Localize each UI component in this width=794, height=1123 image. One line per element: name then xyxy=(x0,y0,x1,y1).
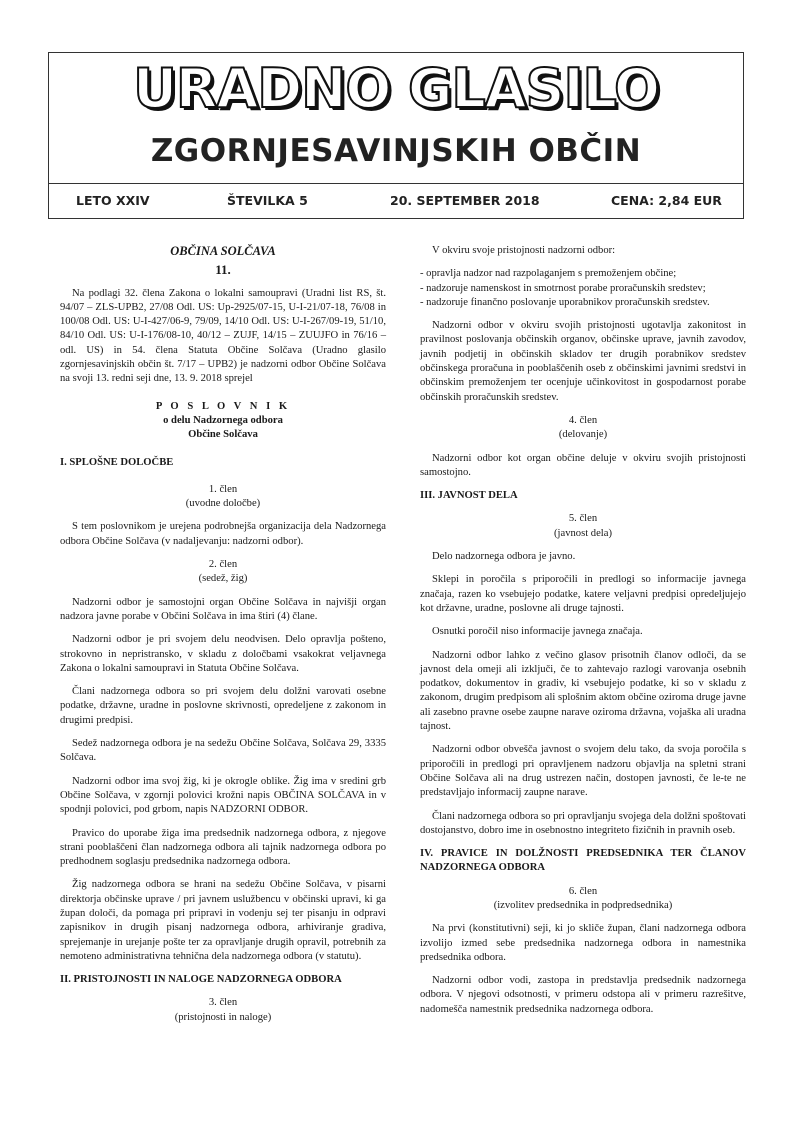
article-paragraph: V okviru svoje pristojnosti nadzorni odbor: xyxy=(432,245,616,256)
article-paragraph: Sklepi in poročila s priporočili in predlogi so informacije javnega značaja, razen ko vsebujejo podatke, katere veljavni predpisi opredeljujejo kot državne, uradne, poslovne ali druge tajnosti. xyxy=(420,574,746,614)
article-title: (sedež, žig) xyxy=(198,573,248,585)
article-paragraph: Nadzorni odbor je samostojni organ Občine Solčava in najvišji organ nadzora javne porabe v Občini Solčava in ima štiri (4) člane. xyxy=(60,596,386,622)
article-title: (javnost dela) xyxy=(554,527,612,539)
issue-price: CENA: 2,84 EUR xyxy=(611,193,722,208)
article-paragraph: Člani nadzornega odbora so pri opravljanju svojega dela dolžni spoštovati dostojanstvo, dobro ime in osebnostno integriteto fizičnih in pravnih oseb. xyxy=(420,810,746,836)
article-title: (pristojnosti in naloge) xyxy=(174,1011,272,1023)
article-number: 3. člen xyxy=(208,997,238,1009)
list-item: - opravlja nadzor nad razpolaganjem s premoženjem občine; xyxy=(420,268,677,280)
article-paragraph: Nadzorni odbor lahko z večino glasov prisotnih članov odloči, da se javnost dela omeji ali izključi, če to zahtevajo razlogi varovanja osebnih podatkov, dokumentov in gradiv, ki vsebujejo podatke, ki so v skladu z zakonom, drugim predpisom ali splošnim aktom občine oziroma druge javne ali zasebno pravne osebe zaupne narave oziroma državna, vojaška ali uradna tajnost. xyxy=(420,649,746,733)
list-item: - nadzoruje namenskost in smotrnost porabe proračunskih sredstev; xyxy=(420,282,706,294)
article-title: (delovanje) xyxy=(558,429,608,441)
article-paragraph: Člani nadzornega odbora so pri svojem delu dolžni varovati osebne podatke, državne, uradne in poslovne skrivnosti, opredeljene z zakonom in drugimi predpisi. xyxy=(60,686,386,726)
article-paragraph: Osnutki poročil niso informacije javnega značaja. xyxy=(432,626,643,638)
article-title: (uvodne določbe) xyxy=(185,498,261,510)
article-paragraph: Nadzorni odbor je pri svojem delu neodvisen. Delo opravlja pošteno, strokovno in nepristransko, v skladu z določbami vsakokrat veljavnega Zakona o lokalni samoupravi in Statuta Občine Solčava. xyxy=(60,634,386,674)
issue-number: ŠTEVILKA 5 xyxy=(227,193,308,208)
section-heading: II. PRISTOJNOSTI IN NALOGE NADZORNEGA ODBORA xyxy=(60,974,342,986)
article-title: (izvolitev predsednika in podpredsednika) xyxy=(493,899,673,911)
section-heading: III. JAVNOST DELA xyxy=(420,490,518,502)
document-subtitle: o delu Nadzornega odbora xyxy=(163,414,283,426)
right-column xyxy=(420,244,746,1017)
article-paragraph: Pravico do uporabe žiga ima predsednik nadzornega odbora, z njegove strani pooblaščeni član nadzornega odbora ali tajnik nadzornega odbora po predhodnem soglasju predsednika nadzornega odbora. xyxy=(60,827,386,868)
article-number: 1. člen xyxy=(208,483,238,495)
publication-subtitle: ZGORNJESAVINJSKIH OBČIN xyxy=(150,133,642,169)
section-heading: I. SPLOŠNE DOLOČBE xyxy=(60,456,174,468)
preamble-paragraph: Na podlagi 32. člena Zakona o lokalni samoupravi (Uradni list RS, št. 94/07 – ZLS-UPB2, 27/08 Odl. US: Up-2925/07-15, U-I-21/07-18, 76/08 in 100/08 Odl. US: U-I-427/06-9, 79/09, 14/10 Odl. US: U-I-267/09-19, 51/10, 84/10 Odl. US: U-I-176/08-10, 40/12 – ZUJF, 14/15 – ZUUJFO in 76/16 – odl. US) in 54. člena Statuta Občine Solčava (Uradno glasilo zgornjesavinjskih občin št. 7/17 – UPB2) je nadzorni odbor Občine Solčava na svoji 13. redni seji dne, 13. 9. 2018 sprejel xyxy=(60,287,386,385)
article-paragraph: Sedež nadzornega odbora je na sedežu Občine Solčava, Solčava 29, 3335 Solčava. xyxy=(60,738,386,764)
left-column xyxy=(60,244,386,1025)
article-paragraph: Nadzorni odbor kot organ občine deluje v okviru svojih pristojnosti samostojno. xyxy=(420,452,746,478)
publication-title: URADNO GLASILO xyxy=(133,57,659,120)
act-number: 11. xyxy=(215,262,231,278)
article-number: 2. člen xyxy=(208,559,238,571)
masthead-divider xyxy=(49,183,743,184)
volume-year: LETO XXIV xyxy=(76,193,150,208)
list-item: - nadzoruje finančno poslovanje uporabnikov proračunskih sredstev. xyxy=(420,296,710,308)
article-number: 5. člen xyxy=(568,513,598,525)
article-paragraph: S tem poslovnikom je urejena podrobnejša organizacija dela Nadzornega odbora Občine Solčava (v nadaljevanju: nadzorni odbor). xyxy=(60,521,386,547)
municipality-heading: OBČINA SOLČAVA xyxy=(170,244,276,258)
article-paragraph: Na prvi (konstitutivni) seji, ki jo skliče župan, člani nadzornega odbora izvolijo izmed sebe predsednika nadzornega odbora in namestnika predsednika odbora. xyxy=(420,923,746,963)
document-subtitle: Občine Solčava xyxy=(188,429,258,441)
document-title: P O S L O V N I K xyxy=(155,400,291,412)
article-paragraph: Nadzorni odbor obvešča javnost o svojem delu tako, da svoja poročila s priporočili in predlogi pri opravljenem nadzoru objavlja na spletni strani Občine Solčava ali na drug ustrezen način, dostopen javnosti, če le-te ne predstavljajo informacij zaupne narave. xyxy=(420,744,746,799)
article-number: 6. člen xyxy=(568,885,598,897)
masthead xyxy=(48,52,744,219)
issue-date: 20. SEPTEMBER 2018 xyxy=(390,193,540,208)
article-paragraph: Nadzorni odbor vodi, zastopa in predstavlja predsednik nadzornega odbora. V njegovi odsotnosti, v primeru odstopa ali v primeru razrešitve, nadomešča namestnik predsednika nadzornega odbora. xyxy=(420,975,746,1015)
section-heading: IV. PRAVICE IN DOLŽNOSTI PREDSEDNIKA TER ČLANOV NADZORNEGA ODBORA xyxy=(420,848,746,874)
article-paragraph: Nadzorni odbor v okviru svojih pristojnosti ugotavlja zakonitost in pravilnost poslovanja občinskih organov, občinske uprave, javnih zavodov, javnih podjetij in občinskih skladov ter drugih porabnikov sredstev občinskega proračuna in pooblaščenih oseb z občinskimi javnimi sredstvi in občinskim premoženjem ter ocenjuje učinkovitost in gospodarnost porabe občinskih proračunskih sredstev. xyxy=(420,320,746,403)
article-number: 4. člen xyxy=(568,414,598,426)
article-paragraph: Delo nadzornega odbora je javno. xyxy=(432,551,576,563)
article-paragraph: Žig nadzornega odbora se hrani na sedežu Občine Solčava, v pisarni direktorja občinske uprave / pri javnem uslužbencu v občinski upravi, ki ga župan določi, da pomaga pri pripravi in vodenju sej ter pisanju in odpravi zapisnikov in drugih pisanj nadzornega odbora, arhiviranje gradiva, sprejemanje in urejanje pošte ter za opravljanje drugih opravil, potrebnih za nemoteno administrativna tehnična dela nadzornega odbora (v statutu). xyxy=(60,879,386,962)
article-paragraph: Nadzorni odbor ima svoj žig, ki je okrogle oblike. Žig ima v sredini grb Občine Solčava, v zgornji polovici krožni napis OBČINA SOLČAVA in v spodnji polovici, pod grbom, napis NADZORNI ODBOR. xyxy=(60,775,386,816)
